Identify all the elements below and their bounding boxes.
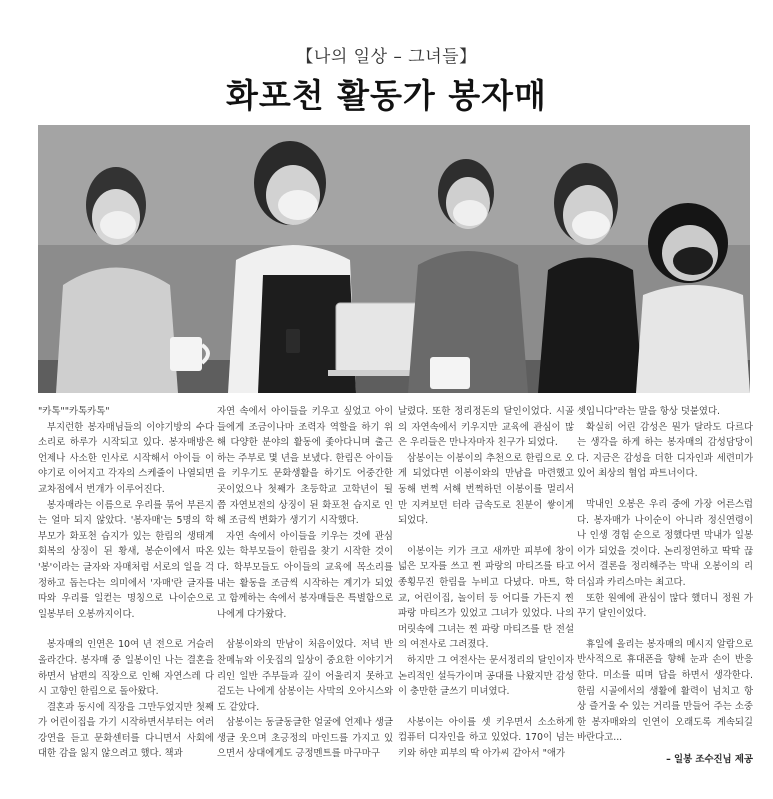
photo-wall-upper [38, 125, 750, 245]
paragraph: 하지만 그 여전사는 문서정리의 달인이자 논리적인 설득가이며 공대를 나왔지만 감성이 충만한 글쓰기 미녀였다. [398, 654, 574, 698]
paragraph: "카톡""카톡카톡" [38, 406, 110, 417]
paragraph: 자연 속에서 아이들을 키우고 싶었고 아이들에게 조금이나마 조력자 역할을 하기 위해 다양한 분야의 활동에 좇아다니며 출근하는 주부로 몇 년을 보냈다. 한림은 아이들을 키우기도 문화생활을 하기도 어중간한 곳이었으나 첫째가 초등학교 고학년이 될 쯤 자연보전의 상징이 된 화포천 습지로 인해 조금씩 변화가 생기기 시작했다. [217, 406, 393, 527]
paragraph: 삼봉이와의 만남이 처음이었다. 저녁 반찬메뉴와 이웃집의 일상이 중요한 이야기거리인 일반 주부들과 깊이 어울리지 못하고 겉도는 나에게 삼봉이는 사막의 오아시스와도 같았다. [217, 639, 393, 713]
paragraph: 부지런한 봉자매님들의 이야기방의 수다 소리로 하루가 시작되고 있다. 봉자매방은 언제나 사소한 인사로 시작해서 아이들 이야기로 이어지고 각자의 스케줄이 나열되면 교차점에서 번개가 이루어진다. [38, 421, 214, 495]
phone [286, 329, 300, 353]
group-photo-illustration [38, 125, 750, 393]
paragraph: 날렸다. 또한 정리정돈의 달인이었다. 시골의 자연속에서 키우지만 교육에 관심이 많은 우리들은 만나자마자 친구가 되었다. [398, 406, 574, 449]
article-headline: 화포천 활동가 봉자매 [226, 76, 547, 115]
paragraph: 자연 속에서 아이들을 키우는 것에 관심있는 학부모들이 한림을 찾기 시작한 것이다. 학부모들도 아이들의 교육에 목소리를 내는 활동을 조금씩 시작하는 계기가 되었고 함께하는 속에서 봉자매들은 특별함으로 나에게 다가왔다. [217, 530, 393, 620]
photo-credit: – 일봉 조수진님 제공 [666, 753, 753, 765]
paragraph: 봉자매라는 이름으로 우리를 묶어 부른지는 얼마 되지 않았다. '봉자매'는 5명의 학부모가 화포천 습지가 있는 한림의 생태계 회복의 상징이 된 황새, 봉순이에서 따온 '봉'이라는 글자와 자매처럼 서로의 일을 걱정하고 돕는다는 의미에서 '자매'란 글자를 따와 우리를 일컫는 명칭으로 나이순으로 일봉부터 오봉까지이다. [38, 499, 214, 620]
paragraph: 셋입니다"라는 말을 항상 덧붙였다. [577, 406, 721, 417]
paragraph: 사봉이는 아이를 셋 키우면서 소소하게 컴퓨터 디자인을 하고 있었다. 170이 넘는 키와 하얀 피부의 딱 아가씨 같아서 "애가 [398, 716, 574, 759]
article-column-2 [217, 404, 393, 762]
article-header [0, 0, 773, 125]
mug-right [430, 357, 470, 389]
paragraph: 휴일에 올리는 봉자매의 메시지 알람으로 반사적으로 휴대폰을 향해 눈과 손이 반응한다. 미소를 띠며 답을 하면서 생각한다. 한림 시골에서의 생활에 활력이 넘치고 항상 즐거울 수 있는 거리를 만들어 주는 소중한 봉자매와의 인연이 오래도록 계속되길 바란다고... [577, 638, 753, 744]
paragraph: 확실히 어린 감성은 뭔가 달라도 다르다는 생각을 하게 하는 봉자매의 감성담당이다. 지금은 감성을 더한 디자인과 세련미가 있어 최상의 협업 파트너이다. [577, 421, 753, 480]
article-kicker: 【나의 일상 – 그녀들】 [296, 47, 477, 67]
paragraph: 삼봉이는 이봉이의 추천으로 한림으로 오게 되었다면 이봉이와의 만남을 마련했고 동해 번쩍 서해 번쩍하던 이봉이를 멀리서만 지켜보던 터라 급속도로 친분이 쌓이게 되었다. [398, 452, 574, 527]
article-column-1 [38, 404, 214, 762]
paragraph: 또한 원예에 관심이 많다 했더니 정원 가꾸기 달인이었다. [577, 592, 753, 620]
paragraph: 결혼과 동시에 직장을 그만두었지만 첫째가 어린이집을 가기 시작하면서부터는 여러 강연을 듣고 문화센터를 다니면서 사회에 대한 감을 잃지 않으려고 했다. 책과 [38, 701, 214, 760]
paragraph: 이봉이는 키가 크고 새까만 피부에 창이 넓은 모자를 쓰고 찐 파랑의 마티즈를 타고 종횡무진 한림을 누비고 다녔다. 마트, 학교, 어린이집, 놀이터 등 어디를 가든지 찐 파랑 마티즈가 있었고 그녀가 있었다. 나의 머릿속에 그녀는 찐 파랑 마티즈를 탄 전설의 여전사로 그려졌다. [398, 545, 574, 651]
paragraph: 봉자매의 인연은 10여 년 전으로 거슬러 올라간다. 봉자매 중 일봉이인 나는 결혼을 하면서 남편의 직장으로 인해 자연스레 다시 고향인 한림으로 돌아왔다. [38, 639, 214, 698]
paragraph: 막내인 오봉은 우리 중에 가장 어른스럽다. 봉자매가 나이순이 아니라 정신연령이나 인생 경험 순으로 정했다면 막내가 일봉이가 되었을 것이다. 논리정연하고 딱딱 끊어서 결론을 정리해주는 막내 오봉이의 리더십과 카리스마는 최고다. [577, 498, 753, 588]
article-column-3 [398, 404, 574, 761]
paragraph: 삼봉이는 동글동글한 얼굴에 언제나 생글생글 웃으며 초긍정의 마인드를 가지고 있으면서 상대에게도 긍정멘트를 마구마구 [217, 717, 393, 760]
article-column-4 [577, 404, 753, 767]
group-photo [38, 125, 750, 393]
